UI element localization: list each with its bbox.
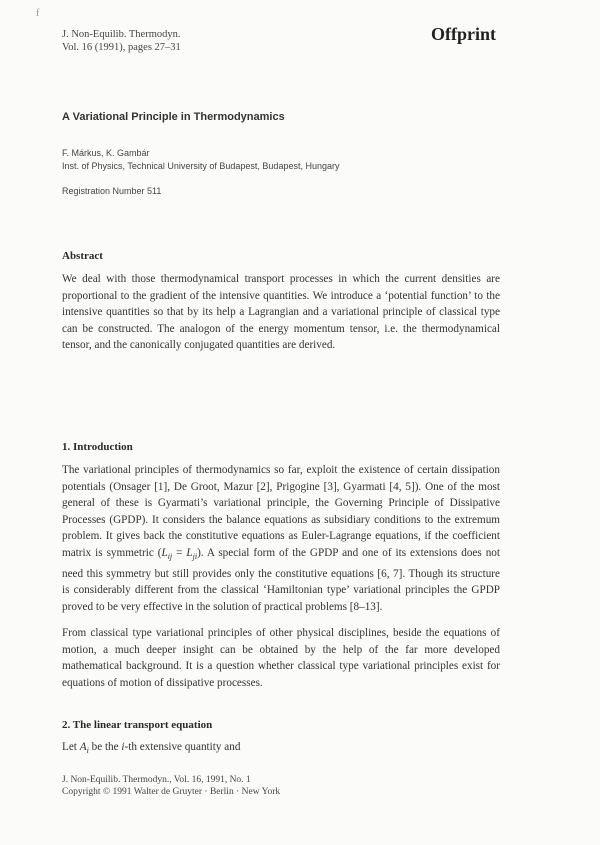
symbol-L: L [161, 546, 168, 559]
symbol-L-2: L [186, 546, 193, 559]
affiliation: Inst. of Physics, Technical University of Budapest, Budapest, Hungary [62, 161, 340, 171]
author-block [62, 147, 339, 173]
authors: F. Márkus, K. Gambár [62, 148, 150, 158]
s2-text-b: be the [88, 741, 122, 753]
section-2-first-line [62, 739, 500, 760]
subscript-ji: ji [192, 552, 198, 562]
footer-line-1: J. Non-Equilib. Thermodyn., Vol. 16, 1991, No. 1 [62, 775, 251, 785]
para1-text-a: The variational principles of thermodynamics so far, exploit the existence of certain dissipation potentials (Onsager [1], De Groot, Mazur [2], Prigogine [3], Gyarmati [4, 5]). One of the most general of these is Gyarmati’s variational principle, the Governing Principle of Dissipative Processes (GPDP). It considers the balance equations as subsidiary conditions to the extremum problem. It gives back the constitutive equations as Euler-Lagrange equations, if the coefficient matrix is symmetric ( [62, 464, 500, 559]
journal-line-2: Vol. 16 (1991), pages 27–31 [62, 42, 181, 53]
registration-number: Registration Number 511 [62, 186, 162, 196]
corner-mark: f [36, 8, 40, 19]
s2-text-a: Let [62, 741, 80, 753]
subscript-ij: ij [167, 552, 173, 562]
equals-sign: = [172, 546, 187, 559]
abstract-heading: Abstract [62, 250, 103, 262]
offprint-label: Offprint [431, 24, 496, 44]
section-1-paragraph-1 [62, 462, 500, 616]
paper-title: A Variational Principle in Thermodynamics [62, 111, 285, 123]
index-i: i [121, 741, 125, 753]
section-1-heading: 1. Introduction [62, 441, 133, 453]
footer-line-2: Copyright © 1991 Walter de Gruyter · Berlin · New York [62, 787, 281, 797]
abstract-text: We deal with those thermodynamical transport processes in which the current densities are proportional to the gradient of the intensive quantities. We introduce a ‘potential function’ to the intensive quantities so that by its help a Lagrangian and a variational principle of classical type can be constructed. The analogon of the energy momentum tensor, i.e. the thermodynamical tensor, and the canonically conjugated quantities are derived. [62, 273, 500, 352]
para1-text-b: ). A special form of the GPDP and one of its extensions does not need this symmetry but still provides only the constitutive equations [6, 7]. Though its structure is considerably different from the classical ‘Hamiltonian type’ variational principles the GPDP proved to be very effective in the solution of practical problems [8–13]. [62, 546, 500, 613]
subscript-i: i [86, 746, 89, 756]
footer-citation [62, 774, 280, 798]
section-2-heading: 2. The linear transport equation [62, 719, 213, 731]
symbol-A: A [79, 741, 87, 753]
journal-citation [62, 28, 181, 54]
section-1-paragraph-2: From classical type variational principles of other physical disciplines, beside the equations of motion, a much deeper insight can be obtained by the help of the far more developed mathematical background. It is a question whether classical type variational principles exist for equations of motion of dissipative processes. [62, 627, 500, 689]
journal-line-1: J. Non-Equilib. Thermodyn. [62, 29, 181, 40]
s2-text-c: -th extensive quantity and [124, 741, 241, 753]
